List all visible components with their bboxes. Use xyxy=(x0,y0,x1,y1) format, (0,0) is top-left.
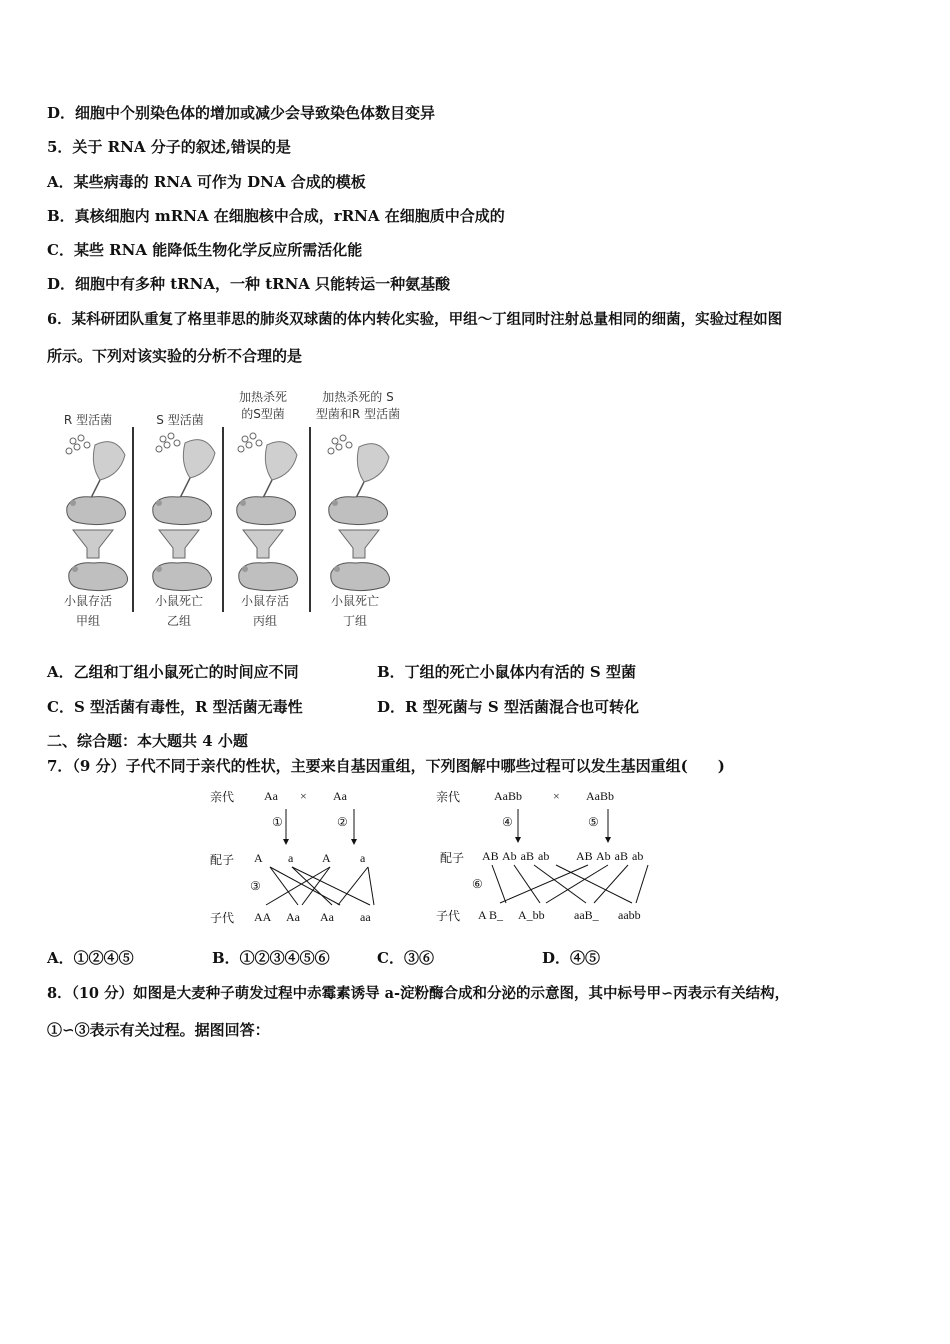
fig-panel3-top2: 的S型菌 xyxy=(241,407,285,421)
q5-option-b: B．真核细胞内 mRNA 在细胞核中合成，rRNA 在细胞质中合成的 xyxy=(47,207,505,225)
left-offspring: AA xyxy=(254,910,272,924)
q6-stem-line2: 所示。下列对该实验的分析不合理的是 xyxy=(47,347,303,365)
fig-panel1-group: 甲组 xyxy=(75,614,100,628)
right-step4: ④ xyxy=(502,815,513,829)
fig-panel3-top: 加热杀死 xyxy=(238,390,287,404)
left-offspring: Aa xyxy=(320,910,334,924)
left-gamete: A xyxy=(254,851,263,865)
fig-panel4-group: 丁组 xyxy=(342,614,367,628)
q6-option-d: D．R 型死菌与 S 型活菌混合也可转化 xyxy=(377,698,639,716)
fig-panel3-group: 丙组 xyxy=(252,614,277,628)
fig-panel2-group: 乙组 xyxy=(166,614,191,628)
left-parent1: Aa xyxy=(264,789,278,803)
left-step2: ② xyxy=(337,815,348,829)
fig-panel4-result: 小鼠死亡 xyxy=(330,594,379,608)
fig-panel1-top: R 型活菌 xyxy=(63,413,113,427)
right-gamete-label: 配子 xyxy=(440,851,465,865)
left-cross: × xyxy=(300,789,307,803)
right-step6: ⑥ xyxy=(472,877,483,891)
left-gamete: a xyxy=(360,851,366,865)
left-parent-label: 亲代 xyxy=(210,790,235,804)
q5-stem: 5．关于 RNA 分子的叙述,错误的是 xyxy=(47,138,291,156)
right-offspring-label: 子代 xyxy=(436,909,461,923)
q4-option-d: D．细胞中个别染色体的增加或减少会导致染色体数目变异 xyxy=(47,104,436,122)
q6-option-a: A．乙组和丁组小鼠死亡的时间应不同 xyxy=(47,663,299,681)
q6-option-b: B．丁组的死亡小鼠体内有活的 S 型菌 xyxy=(377,663,636,681)
q7-option-b: B．①②③④⑤⑥ xyxy=(212,949,330,967)
q7-diagram-right xyxy=(436,785,666,930)
section2-heading: 二、综合题：本大题共 4 小题 xyxy=(47,732,248,750)
q7-diagram-left xyxy=(210,785,390,930)
right-offspring: aabb xyxy=(618,908,641,922)
left-cross-lines xyxy=(210,785,390,930)
fig-panel4-top2: 型菌和R 型活菌 xyxy=(315,407,401,421)
q7-option-a: A．①②④⑤ xyxy=(47,949,134,967)
left-gamete: a xyxy=(288,851,294,865)
right-cross: × xyxy=(553,789,560,803)
left-parent2: Aa xyxy=(333,789,347,803)
right-cross-lines xyxy=(436,785,666,930)
fig-panel1-result: 小鼠存活 xyxy=(63,594,112,608)
q6-option-c: C．S 型活菌有毒性，R 型活菌无毒性 xyxy=(47,698,303,716)
q6-figure xyxy=(45,385,415,635)
left-step1: ① xyxy=(272,815,283,829)
fig-panel4-top: 加热杀死的 S xyxy=(322,390,394,404)
left-gamete: A xyxy=(322,851,331,865)
q5-option-c: C．某些 RNA 能降低生物化学反应所需活化能 xyxy=(47,241,363,259)
right-gametes1: AB Ab aB ab xyxy=(482,849,550,863)
right-parent1: AaBb xyxy=(494,789,522,803)
fig-panel2-result: 小鼠死亡 xyxy=(154,594,203,608)
q6-stem-line1: 6．某科研团队重复了格里菲思的肺炎双球菌的体内转化实验，甲组～丁组同时注射总量相同的细菌，实验过程如图 xyxy=(47,311,783,328)
right-gametes2: AB Ab aB ab xyxy=(576,849,644,863)
q7-option-c: C．③⑥ xyxy=(377,949,434,967)
right-offspring: aaB_ xyxy=(574,908,599,922)
left-offspring: aa xyxy=(360,910,371,924)
right-offspring: A B_ xyxy=(478,908,504,922)
fig-panel3-result: 小鼠存活 xyxy=(240,594,289,608)
right-offspring: A_bb xyxy=(518,908,545,922)
left-offspring-label: 子代 xyxy=(210,911,235,925)
right-parent2: AaBb xyxy=(586,789,614,803)
left-offspring: Aa xyxy=(286,910,300,924)
right-step5: ⑤ xyxy=(588,815,599,829)
q7-stem: 7．（9 分）子代不同于亲代的性状，主要来自基因重组，下列图解中哪些过程可以发生基因重组( ) xyxy=(47,757,725,775)
q5-option-d: D．细胞中有多种 tRNA，一种 tRNA 只能转运一种氨基酸 xyxy=(47,275,451,293)
q8-stem-line2: ①∽③表示有关过程。据图回答： xyxy=(47,1021,270,1039)
q5-option-a: A．某些病毒的 RNA 可作为 DNA 合成的模板 xyxy=(47,173,366,191)
q8-stem-line1: 8．（10 分）如图是大麦种子萌发过程中赤霉素诱导 a-淀粉酶合成和分泌的示意图，其中标号甲∽丙表示有关结构， xyxy=(47,985,790,1002)
left-gamete-label: 配子 xyxy=(210,853,235,867)
right-parent-label: 亲代 xyxy=(436,790,461,804)
fig-panel2-top: S 型活菌 xyxy=(156,413,204,427)
left-step3: ③ xyxy=(250,879,261,893)
q7-option-d: D．④⑤ xyxy=(542,949,601,967)
